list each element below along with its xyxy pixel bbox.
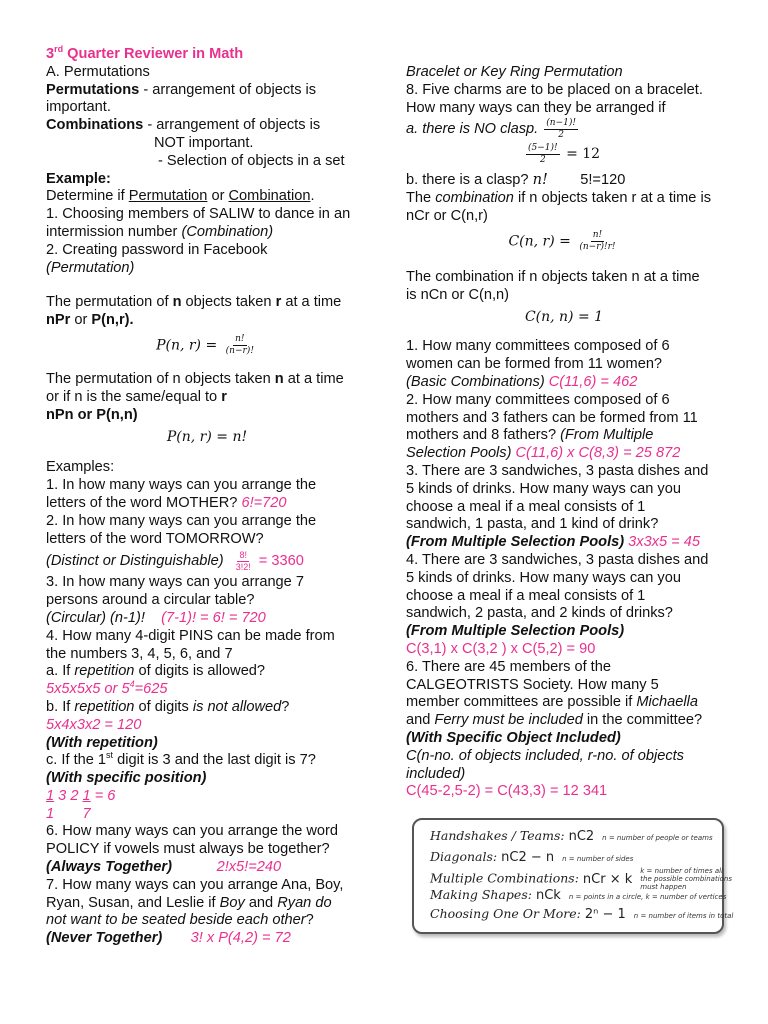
bracelet-heading: Bracelet or Key Ring Permutation [406,64,623,80]
combination-n-formula: C(n, n) = 1 [524,309,604,326]
question-4-cont: the numbers 3, 4, 5, 6, and 7 [46,645,233,662]
q4c-pre: c. If the 1 [46,752,107,769]
npr-formula [46,334,368,357]
question-8b [406,171,722,190]
question-4c-answer [46,788,368,806]
q8a-fraction [544,118,578,141]
question-8: 8. Five charms are to be placed on a bracelet. [406,81,703,98]
q7-text-b: not want to be seated beside each other [46,912,306,929]
question-6: 6. How many ways can you arrange the word [46,823,339,840]
combination-definition [46,117,368,135]
title-text: Quarter Reviewer in Math [63,46,244,62]
comb-question-3-cont2: choose a meal if a meal consists of 1 [406,498,646,515]
comb-question-4-cont: 5 kinds of drinks. How many ways can you [406,569,681,586]
c3-answer: 3x3x5 = 45 [628,534,700,551]
c2-type-a: (From Multiple [560,427,654,444]
question-1-cont [46,495,368,513]
combination-n-intro: The combination if n objects taken n at a time [406,268,700,285]
npr-intro [46,294,368,312]
examples-heading: Examples: [46,459,115,476]
npr-text-a: The permutation of [46,294,173,311]
q4b-it: repetition [74,698,135,715]
question-1-text: letters of the word MOTHER? [46,494,242,511]
question-8a [406,117,722,141]
q4a-post: of digits is allowed? [134,663,266,680]
q8a-calc-den: 2 [539,155,546,166]
title-ordinal: rd [54,44,64,55]
comb-denominator: (n−r)!r! [579,241,616,252]
box-label: Choosing One Or More: [430,906,581,921]
question-4c-note: (With specific position) [46,770,207,787]
q7-boy: Boy [219,894,245,911]
box-note: n = number of items in total [633,912,734,920]
question-2-den: 3!2! [235,561,251,572]
comb-question-3-cont3: sandwich, 1 pasta, and 1 kind of drink? [406,516,659,533]
question-1: 1. In how many ways can you arrange the [46,477,317,494]
permutation-definition [46,82,368,100]
c3-type: (From Multiple Selection Pools) [406,534,629,551]
comb-question-1-cont: women can be formed from 11 women? [406,356,663,373]
q7-and: and [244,894,278,911]
npr-symbol: nPr [46,312,71,329]
q7-do: do [311,894,332,911]
q8a-calc-fraction [526,143,560,166]
box-note: k = number of times all the possible combinations must happen [640,867,732,891]
comb-fraction [577,230,617,253]
comb-question-6-cont2 [406,694,722,712]
comb-question-2-cont: mothers and 3 fathers can be formed from 11 [406,409,698,426]
q4a-it: repetition [74,663,135,680]
c6-note-cont: included) [406,765,466,782]
comb-question-2: 2. How many committees composed of 6 [406,391,670,408]
npr-notation [46,312,368,330]
q8a-den: 2 [558,130,564,141]
q4c-post: digit is 3 and the last digit is 7? [113,752,316,769]
npn-cond-text: or if n is the same/equal to [46,388,222,405]
comb-def-cont: NOT important. [154,134,254,151]
q4b-it2: is not allowed [192,698,282,715]
title-number: 3 [46,46,55,62]
c6-must: Ferry must be included [434,712,583,729]
box-label: Multiple Combinations: [430,870,579,886]
npr-fraction [224,334,256,357]
comb-question-2-cont2 [406,427,722,445]
question-7-type: (Never Together) [46,930,163,947]
combination-formula [406,230,722,253]
npr-text-b: objects taken [181,294,276,311]
npr-formula-lhs: P(n, r) = [156,337,222,354]
q4c-ans-mid: 3 2 [54,787,83,804]
c1-type: (Basic Combinations) [406,373,549,390]
box-row-shapes [430,887,726,903]
box-note: n = number of sides [562,855,634,863]
box-row-choosing [430,906,733,922]
comb-text-a: The [406,190,436,207]
c2-text: mothers and 8 fathers? [406,427,561,444]
question-7-answer: 3! x P(4,2) = 72 [190,930,291,947]
determine-or: or [207,188,229,205]
q8a-text: a. there is NO clasp. [406,121,539,138]
comb-def: - arrangement of objects is [143,117,321,134]
comb-question-6-cont: CALGEOTRISTS Society. How many 5 [406,676,659,693]
right-column [406,64,722,801]
npr-r: r [275,294,282,311]
q4a-ans-post: =625 [134,681,168,698]
question-4c-answer-row2 [46,806,368,824]
question-6-answer-line [46,859,368,877]
comb-formula-lhs: C(n, r) = [508,233,576,250]
npn-text-a: The permutation of n objects taken [46,370,275,387]
q4b-pre: b. If [46,698,75,715]
question-2: 2. In how many ways can you arrange the [46,512,317,529]
question-2-cont: letters of the word TOMORROW? [46,530,264,547]
npn-r: r [221,388,227,405]
q4a-ans-pre: 5x5x5x5 or 5 [46,681,130,698]
comb-question-2-answer-line [406,445,722,463]
box-formula: nC2 [568,829,595,844]
c2-type-b: Selection Pools) [406,445,516,462]
comb-question-3-answer-line [406,534,722,552]
question-6-cont: POLICY if vowels must always be together? [46,841,330,858]
q7-end: ? [305,912,314,929]
box-note: n = number of people or teams [602,834,713,842]
q4c-ans-a: 1 [46,787,55,804]
c1-answer: C(11,6) = 462 [548,373,638,390]
comb-question-4-cont2: choose a meal if a meal consists of 1 [406,587,646,604]
question-7-cont [46,895,368,913]
npr-denominator: (n−r)! [225,345,254,356]
q4a-ans-sup: 4 [129,679,135,690]
box-label: Diagonals: [430,849,498,864]
q4c-ans-d: 7 [82,805,91,822]
npr-symbol-2: P(n,r). [91,312,134,329]
c6-text: member committees are possible if [406,694,637,711]
q7-ryan: Ryan [277,894,312,911]
question-6-answer: 2!x5!=240 [216,859,282,876]
comb-text-b: if n objects taken r at a time is [513,190,712,207]
question-7-cont2 [46,912,368,930]
question-2-num: 8! [239,549,247,560]
npr-n: n [172,294,182,311]
q8a-num: (n−1)! [546,118,576,129]
comb-question-3-cont: 5 kinds of drinks. How many ways can you [406,480,681,497]
question-1-answer: 6!=720 [241,494,287,511]
comb-question-3: 3. There are 3 sandwiches, 3 pasta dishes and [406,462,709,479]
box-row-handshakes [430,828,713,844]
box-formula: nCk [535,888,561,903]
comb-question-1-answer-line [406,374,722,392]
question-4a-answer [46,681,368,699]
page-title [46,46,368,64]
example-2-answer: (Permutation) [46,259,135,276]
box-label: Handshakes / Teams: [430,828,565,843]
q8b-text: b. there is a clasp? [406,172,533,189]
box-note: n = points in a circle, k = number of vertices [568,893,727,901]
question-2-fraction [234,550,253,573]
example-heading: Example: [46,170,111,187]
c2-answer: C(11,6) x C(8,3) = 25 872 [515,445,681,462]
comb-def-cont2: - Selection of objects in a set [158,152,345,169]
question-7-answer-line [46,930,368,948]
combination-notation: nCr or C(n,r) [406,207,488,224]
combination-intro [406,190,722,208]
q8a-calc-result: = 12 [561,146,601,163]
determine-text: Determine if [46,188,129,205]
example-1-answer: (Combination) [181,223,274,240]
npn-text-b: at a time [283,370,344,387]
question-7: 7. How many ways can you arrange Ana, Boy, [46,876,344,893]
comb-question-1: 1. How many committees composed of 6 [406,338,670,355]
formula-summary-box [412,818,734,934]
comb-term: Combinations [46,117,144,134]
question-2-type: (Distinct or Distinguishable) [46,553,224,570]
q4b-post: ? [281,698,290,715]
question-4c [46,752,368,770]
question-4b [46,699,368,717]
box-row-diagonals [430,849,633,865]
perm-def: - arrangement of objects is [139,81,317,98]
box-formula: nCr × k [582,871,633,887]
c6-note: C(n-no. of objects included, r-no. of objects [406,747,684,764]
box-formula: 2ⁿ − 1 [584,907,626,922]
c6-and: and [406,712,435,729]
question-3: 3. In how many ways can you arrange 7 [46,574,304,591]
q4c-ans-b: 1 [82,787,91,804]
question-4b-note: (With repetition) [46,734,158,751]
question-4a [46,663,368,681]
comb-question-4: 4. There are 3 sandwiches, 3 pasta dishes and [406,551,709,568]
box-formula: nC2 − n [501,850,555,865]
question-3-answer-line [46,610,368,628]
comb-word: combination [435,190,514,207]
section-heading: A. Permutations [46,63,150,80]
comb-question-6: 6. There are 45 members of the [406,658,611,675]
c6-end: in the committee? [582,712,703,729]
question-8a-calc [406,141,722,167]
example-1-text: intermission number [46,223,182,240]
q4a-pre: a. If [46,663,75,680]
q8b-n: n! [532,171,548,189]
q4c-ans-end: = 6 [90,787,116,804]
npn-cond [46,389,368,407]
npr-numerator: n! [235,333,245,344]
determine-line [46,188,368,206]
q4b-mid: of digits [134,698,193,715]
comb-question-6-cont3 [406,712,722,730]
c4-answer: C(3,1) x C(3,2 ) x C(5,2) = 90 [406,640,596,657]
comb-numerator: n! [592,229,603,240]
npn-notation: nPn or P(n,n) [46,406,138,423]
q4c-ans-c: 1 [46,805,55,822]
question-8-cont: How many ways can they be arranged if [406,99,666,116]
example-1-cont [46,224,368,242]
question-3-answer: (7-1)! = 6! = 720 [161,609,266,626]
perm-def-cont: important. [46,99,111,116]
c6-name: Michaella [636,694,698,711]
left-column [46,46,368,948]
example-1: 1. Choosing members of SALIW to dance in an [46,206,351,223]
question-4: 4. How many 4-digit PINS can be made from [46,627,335,644]
npr-or: or [70,312,92,329]
example-2: 2. Creating password in Facebook [46,241,268,258]
npn-n: n [274,370,284,387]
determine-perm: Permutation [128,188,208,205]
determine-end: . [310,188,315,205]
question-2-answer: = 3360 [254,553,304,570]
npn-intro [46,371,368,389]
question-6-type: (Always Together) [46,859,172,876]
c6-answer: C(45-2,5-2) = C(43,3) = 12 341 [406,783,608,800]
perm-term: Permutations [46,81,140,98]
q7-text-a: Ryan, Susan, and Leslie if [46,894,220,911]
box-label: Making Shapes: [430,887,532,902]
c6-type: (With Specific Object Included) [406,729,621,746]
question-3-type: (Circular) (n-1)! [46,609,145,626]
q8b-answer: 5!=120 [580,172,626,189]
question-2-answer-line [46,548,368,574]
q8a-calc-num: (5−1)! [528,143,558,154]
determine-comb: Combination [228,188,311,205]
question-4b-answer: 5x4x3x2 = 120 [46,716,142,733]
npn-formula: P(n, r) = n! [166,429,248,446]
c4-type: (From Multiple Selection Pools) [406,623,625,640]
question-3-cont: persons around a circular table? [46,592,255,609]
combination-n-notation: is nCn or C(n,n) [406,286,509,303]
q4c-sup: st [106,750,114,761]
comb-question-4-cont3: sandwich, 2 pasta, and 2 kinds of drinks? [406,605,673,622]
npr-text-c: at a time [281,294,342,311]
